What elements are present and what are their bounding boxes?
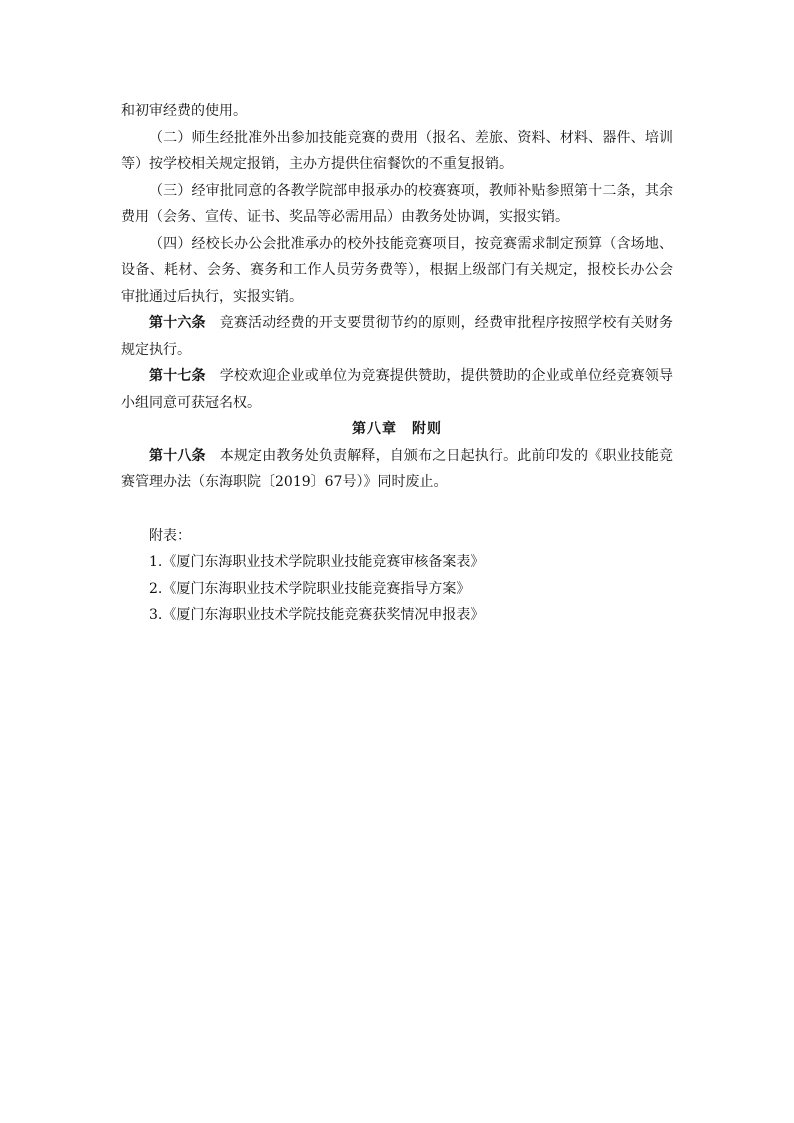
article-16-text: 竞赛活动经费的开支要贯彻节约的原则，经费审批程序按照学校有关财务规定执行。 [121, 315, 673, 358]
article-18 [121, 443, 673, 496]
article-17 [121, 363, 673, 416]
paragraph-clause-2: （二）师生经批准外出参加技能竞赛的费用（报名、差旅、资料、材料、器件、培训等）按学校相关规定报销，主办方提供住宿餐饮的不重复报销。 [121, 129, 673, 172]
article-18-label: 第十八条 [149, 447, 206, 464]
attachment-item-1: 1.《厦门东海职业技术学院职业技能竞赛审核备案表》 [149, 554, 485, 570]
attachment-item-3: 3.《厦门东海职业技术学院技能竞赛获奖情况申报表》 [149, 607, 485, 623]
article-18-text: 本规定由教务处负责解释，自颁布之日起执行。此前印发的《职业技能竞赛管理办法（东海职院〔2019〕67号）》同时废止。 [121, 447, 673, 490]
paragraph-intro-continuation: 和初审经费的使用。 [121, 103, 247, 119]
chapter-8-heading: 第八章 附则 [352, 421, 442, 437]
article-16 [121, 310, 673, 363]
article-17-text: 学校欢迎企业或单位为竞赛提供赞助，提供赞助的企业或单位经竞赛领导小组同意可获冠名权。 [121, 368, 673, 411]
article-17-label: 第十七条 [149, 368, 206, 384]
paragraph-clause-3: （三）经审批同意的各教学院部申报承办的校赛赛项，教师补贴参照第十二条，其余费用（会务、宣传、证书、奖品等必需用品）由教务处协调，实报实销。 [121, 182, 673, 225]
attachment-item-2: 2.《厦门东海职业技术学院职业技能竞赛指导方案》 [149, 580, 471, 597]
document-page [121, 98, 673, 629]
article-16-label: 第十六条 [149, 315, 206, 331]
paragraph-clause-4: （四）经校长办公会批准承办的校外技能竞赛项目，按竞赛需求制定预算（含场地、设备、耗材、会务、赛务和工作人员劳务费等），根据上级部门有关规定，报校长办公会审批通过后执行，实报实销。 [121, 235, 673, 305]
attachments-title: 附表： [149, 527, 191, 544]
